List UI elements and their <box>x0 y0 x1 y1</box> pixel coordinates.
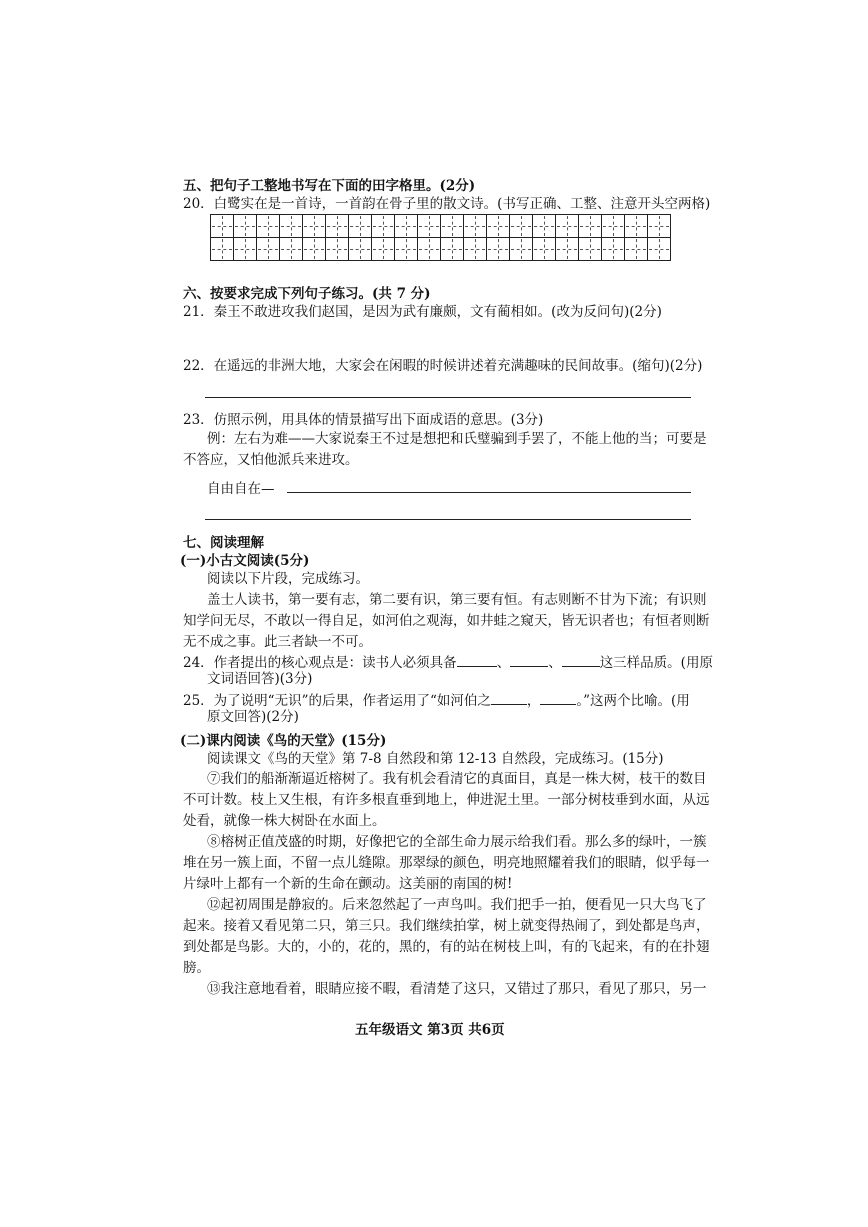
question-20: 20．白鹭实在是一首诗，一首韵在骨子里的散文诗。(书写正确、工整、注意开头空两格) <box>183 196 711 212</box>
paragraph-8-line-2: 堆在另一簇上面，不留一点儿缝隙。那翠绿的颜色，明亮地照耀着我们的眼睛，似乎每一 <box>183 855 710 871</box>
paragraph-8-line-1: ⑧榕树正值茂盛的时期，好像把它的全部生命力展示给我们看。那么多的绿叶，一簇 <box>207 834 707 850</box>
blank-25-1[interactable] <box>491 690 527 705</box>
paragraph-7-line-3: 处看，就像一株大树卧在水面上。 <box>183 813 386 829</box>
tianzi-cell[interactable] <box>441 215 464 238</box>
tianzi-cell[interactable] <box>510 238 533 261</box>
tianzi-cell[interactable] <box>395 238 418 261</box>
tianzi-cell[interactable] <box>579 215 602 238</box>
tianzi-grid[interactable] <box>210 214 671 261</box>
answer-line-23b[interactable] <box>205 519 691 520</box>
part-2-title: (二)课内阅读《鸟的天堂》(15分) <box>180 733 387 749</box>
tianzi-cell[interactable] <box>372 238 395 261</box>
paragraph-8-line-3: 片绿叶上都有一个新的生命在颤动。这美丽的南国的树! <box>183 876 513 892</box>
paragraph-12-line-2: 起来。接着又看见第二只，第三只。我们继续拍掌，树上就变得热闹了，到处都是鸟声， <box>183 918 710 934</box>
tianzi-cell[interactable] <box>464 215 487 238</box>
question-24 <box>183 652 713 672</box>
blank-25-2[interactable] <box>540 690 576 705</box>
question-24-cont: 文词语回答)(3分) <box>207 671 313 687</box>
tianzi-cell[interactable] <box>303 238 326 261</box>
tianzi-cell[interactable] <box>326 215 349 238</box>
idiom-label: 自由自在— <box>207 481 275 497</box>
answer-line-23a[interactable] <box>287 492 691 493</box>
tianzi-cell[interactable] <box>418 215 441 238</box>
blank-24-2[interactable] <box>510 652 548 667</box>
tianzi-cell[interactable] <box>487 238 510 261</box>
tianzi-cell[interactable] <box>372 215 395 238</box>
tianzi-cell[interactable] <box>349 215 372 238</box>
question-24-end: 这三样品质。(用原 <box>599 655 713 671</box>
question-25 <box>183 690 690 710</box>
tianzi-cell[interactable] <box>418 238 441 261</box>
tianzi-cell[interactable] <box>464 238 487 261</box>
page-footer: 五年级语文 第3页 共6页 <box>355 1022 505 1038</box>
tianzi-cell[interactable] <box>648 215 671 238</box>
question-23: 23．仿照示例，用具体的情景描写出下面成语的意思。(3分) <box>183 412 544 428</box>
answer-line-22[interactable] <box>205 397 691 398</box>
tianzi-cell[interactable] <box>648 238 671 261</box>
tianzi-cell[interactable] <box>326 238 349 261</box>
tianzi-cell[interactable] <box>625 238 648 261</box>
tianzi-cell[interactable] <box>211 215 234 238</box>
question-22: 22．在遥远的非洲大地，大家会在闲暇的时候讲述着充满趣味的民间故事。(缩句)(2分) <box>183 358 703 374</box>
paragraph-7-line-2: 不可计数。枝上又生根，有许多根直垂到地上，伸进泥土里。一部分树枝垂到水面，从远 <box>183 792 710 808</box>
tianzi-cell[interactable] <box>280 215 303 238</box>
blank-24-3[interactable] <box>562 652 600 667</box>
part-1-title: (一)小古文阅读(5分) <box>180 553 310 569</box>
tianzi-cell[interactable] <box>257 238 280 261</box>
classical-text-line-3: 无不成之事。此三者缺一不可。 <box>183 634 372 650</box>
tianzi-cell[interactable] <box>303 215 326 238</box>
example-line-1: 例：左右为难——大家说秦王不过是想把和氏璧骗到手罢了，不能上他的当；可要是 <box>207 431 707 447</box>
paragraph-12-line-4: 膀。 <box>183 960 210 976</box>
tianzi-cell[interactable] <box>556 238 579 261</box>
tianzi-cell[interactable] <box>234 238 257 261</box>
tianzi-cell[interactable] <box>395 215 418 238</box>
tianzi-cell[interactable] <box>349 238 372 261</box>
section-5-title: 五、把句子工整地书写在下面的田字格里。(2分) <box>183 178 476 194</box>
blank-24-sep-1: 、 <box>496 655 511 671</box>
question-24-text: 24．作者提出的核心观点是：读书人必须具备 <box>183 655 457 671</box>
classical-text-line-2: 知学问无尽，不敢以一得自足，如河伯之观海，如井蛙之窥天，皆无识者也；有恒者则断 <box>183 613 710 629</box>
blank-25-sep: ， <box>526 693 541 709</box>
tianzi-cell[interactable] <box>602 238 625 261</box>
tianzi-cell[interactable] <box>579 238 602 261</box>
question-21: 21．秦王不敢进攻我们赵国，是因为武有廉颇，文有蔺相如。(改为反问句)(2分) <box>183 304 662 320</box>
tianzi-cell[interactable] <box>556 215 579 238</box>
paragraph-7-line-1: ⑦我们的船渐渐逼近榕树了。我有机会看清它的真面目，真是一株大树，枝干的数目 <box>207 771 707 787</box>
paragraph-12-line-3: 到处都是鸟影。大的，小的，花的，黑的，有的站在树枝上叫，有的飞起来，有的在扑翅 <box>183 939 710 955</box>
tianzi-cell[interactable] <box>533 238 556 261</box>
tianzi-cell[interactable] <box>533 215 556 238</box>
tianzi-cell[interactable] <box>602 215 625 238</box>
blank-24-sep-2: 、 <box>548 655 562 671</box>
tianzi-cell[interactable] <box>280 238 303 261</box>
classical-text-line-1: 盖士人读书，第一要有志，第二要有识，第三要有恒。有志则断不甘为下流；有识则 <box>207 592 707 608</box>
blank-24-1[interactable] <box>457 652 497 667</box>
part-2-instruction: 阅读课文《鸟的天堂》第 7-8 自然段和第 12-13 自然段，完成练习。(15分) <box>207 751 664 767</box>
tianzi-cell[interactable] <box>234 215 257 238</box>
section-6-title: 六、按要求完成下列句子练习。(共 7 分) <box>183 286 431 302</box>
tianzi-cell[interactable] <box>625 215 648 238</box>
example-line-2: 不答应，又怕他派兵来进攻。 <box>183 452 359 468</box>
question-25-text: 25．为了说明“无识”的后果，作者运用了“如河伯之 <box>183 693 491 709</box>
tianzi-cell[interactable] <box>257 215 280 238</box>
tianzi-cell[interactable] <box>441 238 464 261</box>
paragraph-13-line-1: ⑬我注意地看着，眼睛应接不暇，看清楚了这只，又错过了那只，看见了那只，另一 <box>207 981 707 997</box>
section-7-title: 七、阅读理解 <box>183 535 264 551</box>
tianzi-cell[interactable] <box>487 215 510 238</box>
tianzi-cell[interactable] <box>510 215 533 238</box>
part-1-instruction: 阅读以下片段，完成练习。 <box>207 571 369 587</box>
question-25-cont: 原文回答)(2分) <box>207 709 299 725</box>
question-25-end: 。”这两个比喻。(用 <box>576 693 690 709</box>
paragraph-12-line-1: ⑫起初周围是静寂的。后来忽然起了一声鸟叫。我们把手一拍，便看见一只大鸟飞了 <box>207 897 707 913</box>
tianzi-cell[interactable] <box>211 238 234 261</box>
